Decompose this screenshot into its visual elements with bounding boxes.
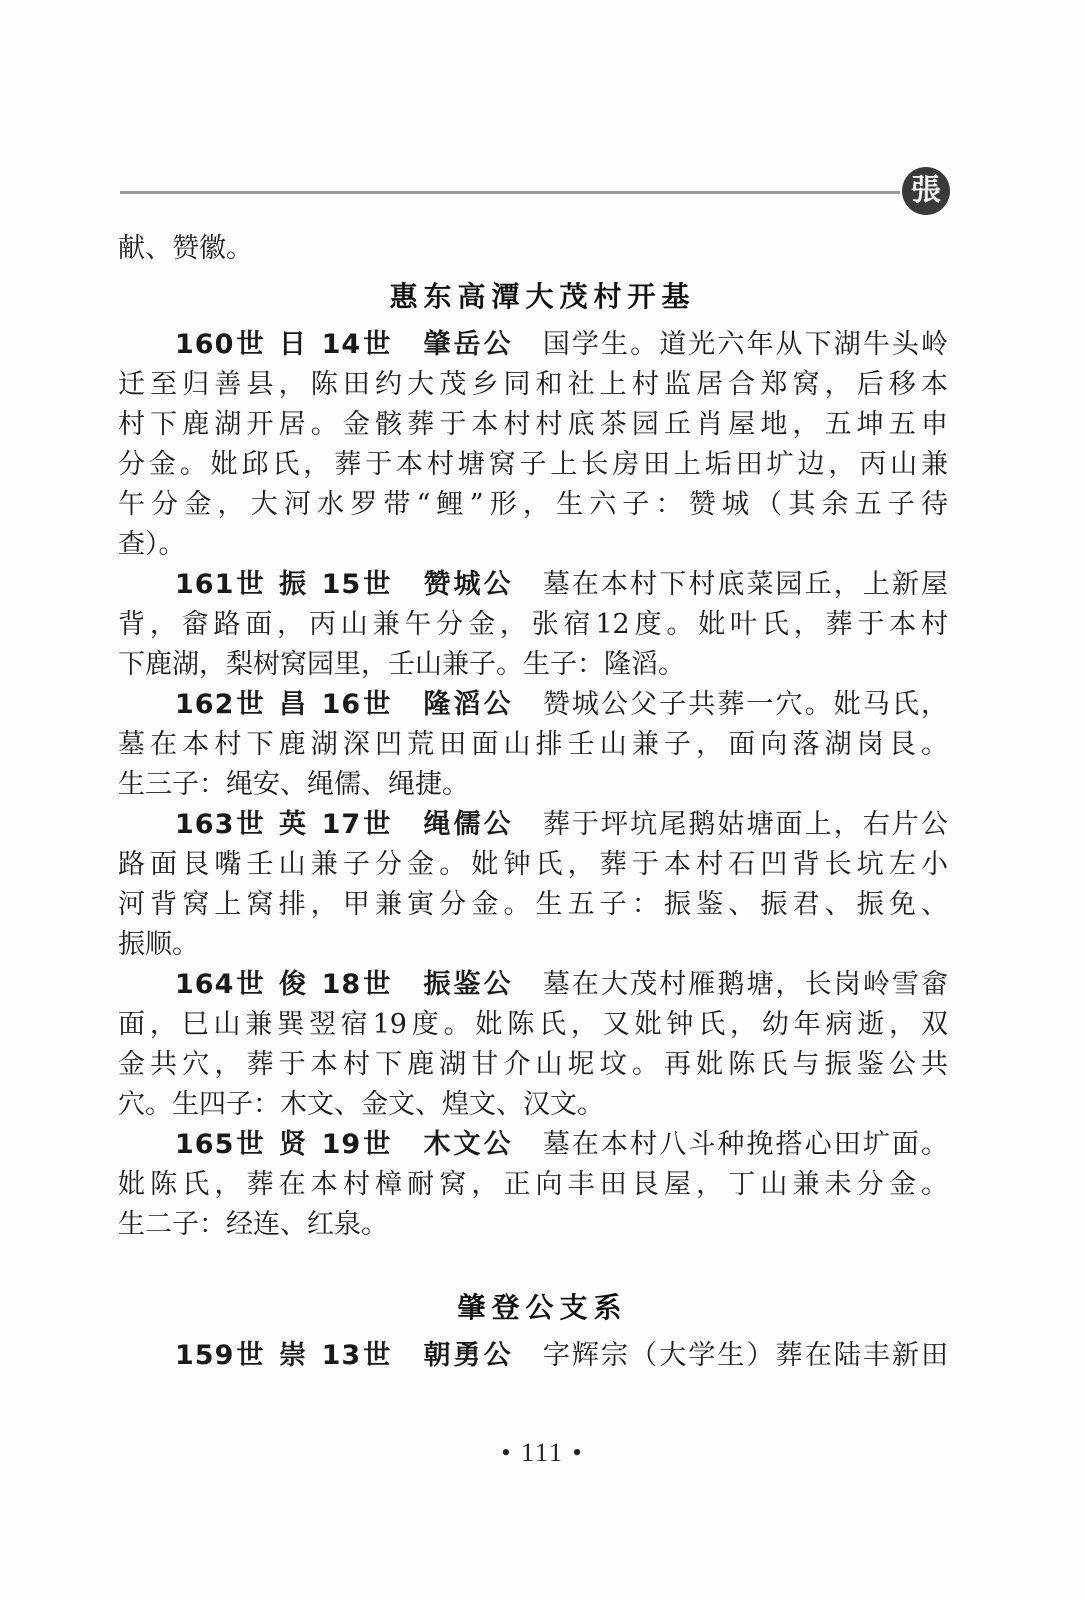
entry-heading: 162世 昌 16世 隆滔公 <box>175 689 514 720</box>
entry-line: 振顺。 <box>118 929 199 960</box>
entry-line: 路面艮嘴壬山兼子分金。妣钟氏，葬于本村石凹背长坑左小 <box>118 849 948 880</box>
entry-line: 穴。生四子：木文、金文、煌文、汉文。 <box>118 1089 604 1120</box>
entry-line: 分金。妣邱氏，葬于本村塘窝子上长房田上垢田圹边，丙山兼 <box>118 449 948 480</box>
entry-text: 国学生。道光六年从下湖牛头岭 <box>542 329 949 360</box>
header-rule <box>120 191 900 194</box>
entry-heading: 161世 振 15世 赞城公 <box>175 569 514 600</box>
entry-first-line <box>175 565 948 605</box>
page-number: • 111 • <box>501 1438 584 1467</box>
entry-text: 葬于坪坑尾鹅姑塘面上，右片公 <box>542 809 949 840</box>
entry-text: 墓在本村八斗种挽搭心田圹面。 <box>542 1129 949 1160</box>
zhang-seal-icon <box>902 167 950 215</box>
entry-line: 下鹿湖，梨树窝园里，壬山兼子。生子：隆滔。 <box>118 649 685 680</box>
entry-heading: 164世 俊 18世 振鉴公 <box>175 969 514 1000</box>
seal-char: 張 <box>911 173 941 208</box>
entry-first-line <box>175 685 948 725</box>
entry-text: 字辉宗（大学生）葬在陆丰新田 <box>542 1340 949 1371</box>
entry-line: 查）。 <box>118 529 186 560</box>
entry-heading: 159世 崇 13世 朝勇公 <box>175 1340 514 1371</box>
section-title-1: 惠东高潭大茂村开基 <box>389 280 696 313</box>
entry-line: 村下鹿湖开居。金骸葬于本村村底茶园丘肖屋地，五坤五申 <box>118 409 948 440</box>
entry-first-line <box>175 805 948 845</box>
entry-line: 生三子：绳安、绳儒、绳捷。 <box>118 769 469 800</box>
entry-line: 午分金，大河水罗带“鲤”形，生六子：赞城（其余五子待 <box>118 489 948 520</box>
entry-first-line <box>175 1125 948 1165</box>
entry-first-line <box>175 325 948 365</box>
section-title-2: 肇登公支系 <box>457 1291 628 1324</box>
entry-line: 河背窝上窝排，甲兼寅分金。生五子：振鉴、振君、振免、 <box>118 889 948 920</box>
entry-line: 迁至归善县，陈田约大茂乡同和社上村监居合郑窝，后移本 <box>118 369 948 400</box>
entry-first-line <box>175 965 948 1005</box>
entry-line: 生二子：经连、红泉。 <box>118 1209 388 1240</box>
entry-line: 妣陈氏，葬在本村樟耐窝，正向丰田艮屋，丁山兼未分金。 <box>118 1169 948 1200</box>
entry-first-line <box>175 1336 948 1376</box>
entry-text: 墓在大茂村雁鹅塘，长岗岭雪畲 <box>542 969 949 1000</box>
entry-line: 面，巳山兼巽翌宿19度。妣陈氏，又妣钟氏，幼年病逝，双 <box>118 1009 948 1040</box>
entry-heading: 163世 英 17世 绳儒公 <box>175 809 514 840</box>
entry-line: 背，畲路面，丙山兼午分金，张宿12度。妣叶氏，葬于本村 <box>118 609 948 640</box>
entry-line: 墓在本村下鹿湖深凹荒田面山排壬山兼子，面向落湖岗艮。 <box>118 729 948 760</box>
entry-line: 金共穴，葬于本村下鹿湖甘介山坭坟。再妣陈氏与振鉴公共 <box>118 1049 948 1080</box>
entry-heading: 160世 日 14世 肇岳公 <box>175 329 514 360</box>
entry-text: 赞城公父子共葬一穴。妣马氏， <box>542 689 949 720</box>
entry-text: 墓在本村下村底菜园丘，上新屋 <box>542 569 949 600</box>
entry-heading: 165世 贤 19世 木文公 <box>175 1129 514 1160</box>
top-line: 献、赞徽。 <box>118 233 253 264</box>
